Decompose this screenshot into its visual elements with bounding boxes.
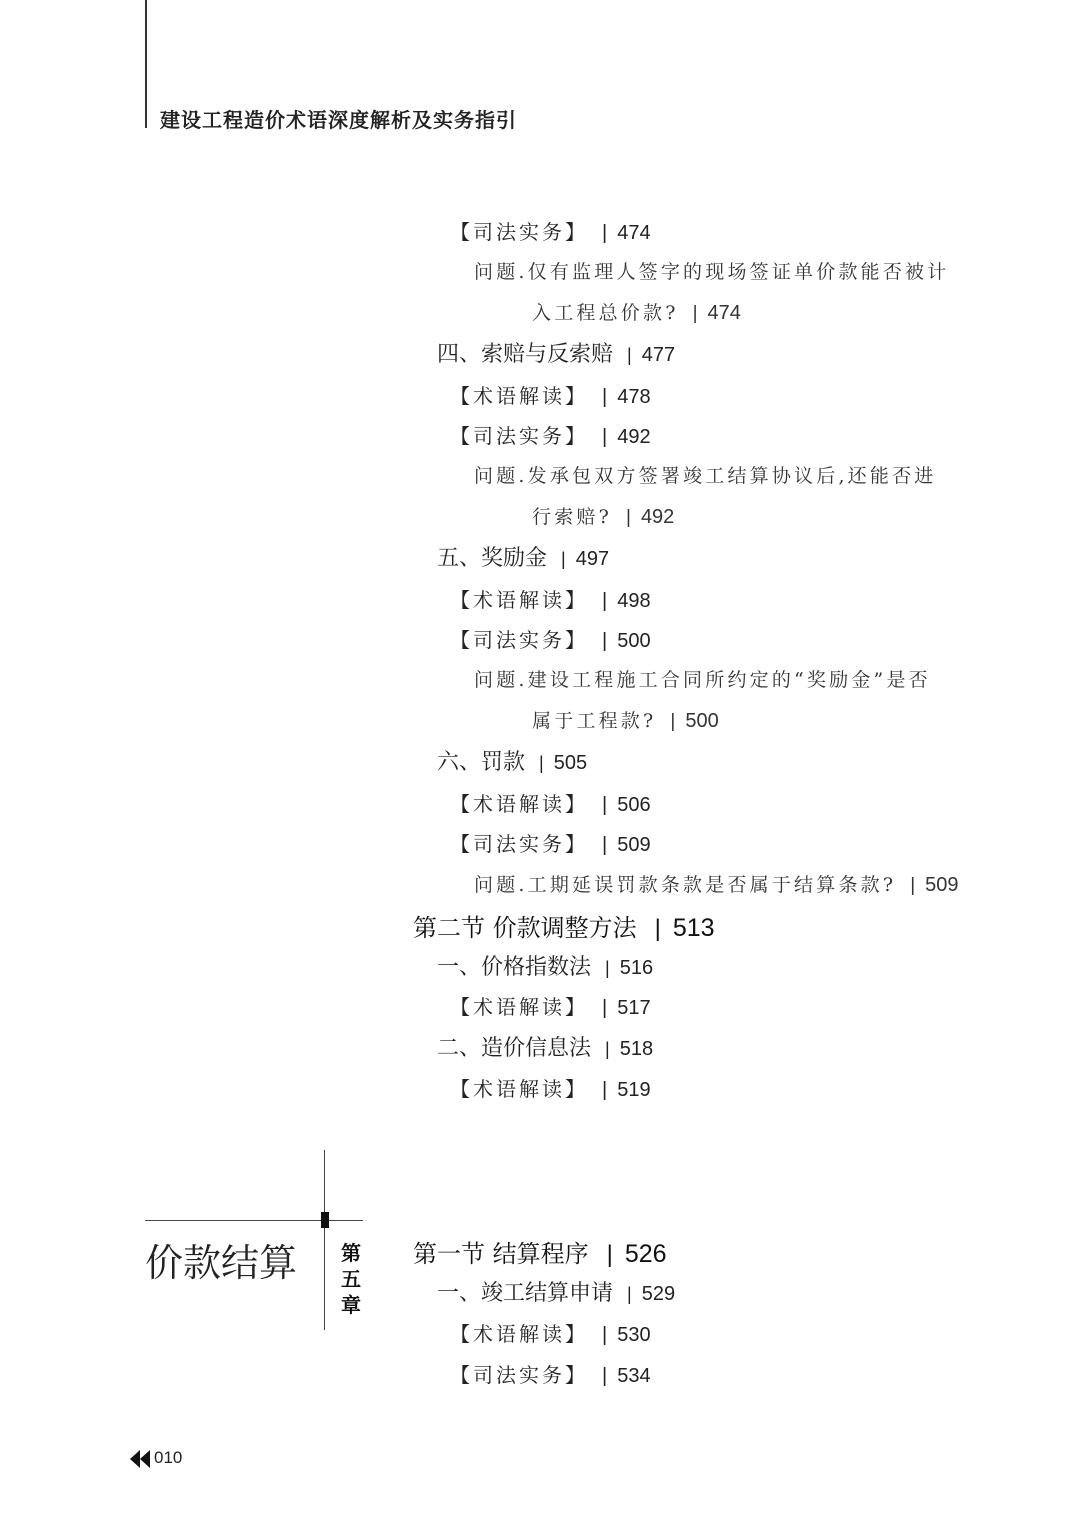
toc-separator: | [602,222,608,244]
chapter-title: 价款结算 [145,1241,298,1285]
chapter-vertical-rule [324,1150,325,1330]
toc-separator: | [606,1241,613,1268]
toc-question[interactable] [474,671,931,690]
toc-label: 一、价格指数法 [437,955,592,980]
toc-subsection[interactable] [437,344,675,366]
toc-page: 497 [575,548,610,570]
toc-separator: | [602,834,608,856]
toc-entry[interactable] [450,794,651,815]
toc-page: 498 [617,590,651,612]
toc-separator: | [602,386,608,408]
toc-label: 【术语解读】 [450,384,588,408]
toc-separator: | [602,997,608,1019]
toc-page: 516 [619,957,654,979]
toc-label: 【司法实务】 [450,1363,588,1387]
toc-separator: | [605,958,610,978]
toc-question[interactable] [474,263,949,282]
toc-entry[interactable] [450,997,651,1018]
toc-label: 【司法实务】 [450,424,588,448]
toc-page: 529 [641,1283,676,1305]
toc-entry[interactable] [450,834,651,855]
toc-separator: | [602,1079,608,1101]
toc-page: 478 [617,386,651,408]
toc-label: 第一节 结算程序 [413,1240,589,1268]
toc-subsection[interactable] [437,548,609,570]
toc-separator: | [602,630,608,652]
toc-page: 509 [617,834,651,856]
toc-question-cont[interactable] [532,711,719,731]
toc-page: 492 [617,426,651,448]
toc-page: 519 [617,1079,651,1101]
toc-separator: | [605,1039,610,1059]
toc-page: 492 [640,506,675,528]
toc-separator: | [910,875,916,896]
chapter-horizontal-rule [145,1220,363,1221]
double-left-arrow-icon[interactable] [130,1450,150,1468]
toc-separator: | [602,426,608,448]
toc-label: 四、索赔与反索赔 [437,342,614,367]
toc-separator: | [627,345,632,365]
toc-entry[interactable] [450,590,651,611]
toc-label: 第二节 价款调整方法 [413,914,637,942]
toc-page: 530 [617,1324,651,1346]
toc-question[interactable] [474,875,959,895]
toc-page: 505 [553,752,588,774]
page-number: 010 [154,1448,183,1467]
toc-separator: | [670,711,676,732]
toc-page: 500 [617,630,651,652]
toc-label: 六、罚款 [437,750,526,775]
chapter-label-char: 第 [341,1241,361,1265]
toc-separator: | [626,507,631,528]
toc-question[interactable] [474,467,936,486]
toc-entry[interactable] [450,630,651,651]
toc-separator: | [692,303,698,324]
toc-label: 【司法实务】 [450,628,588,652]
toc-label: 二、造价信息法 [437,1036,592,1061]
toc-subsection[interactable] [437,752,587,774]
toc-separator: | [602,794,608,816]
toc-question-text: 问题.建设工程施工合同所约定的“奖励金”是否 [474,669,931,691]
toc-separator: | [602,590,608,612]
chapter-marker [321,1212,329,1228]
toc-question-text: 问题.工期延误罚款条款是否属于结算条款? [474,874,897,896]
toc-label: 【司法实务】 [450,832,588,856]
toc-page: 526 [624,1240,667,1268]
toc-label: 【术语解读】 [450,1077,588,1101]
toc-page: 477 [641,344,676,366]
toc-separator: | [627,1284,632,1304]
toc-page: 534 [617,1365,651,1387]
toc-label: 【司法实务】 [450,220,588,244]
toc-page: 474 [707,302,741,324]
toc-subsection[interactable] [437,1283,675,1305]
toc-page: 474 [617,222,651,244]
toc-page: 500 [685,710,719,732]
toc-page: 518 [619,1038,654,1060]
toc-entry[interactable] [450,1365,651,1386]
toc-separator: | [539,753,544,773]
toc-separator: | [561,549,566,569]
toc-separator: | [654,915,661,942]
toc-subsection[interactable] [437,957,653,979]
toc-label: 【术语解读】 [450,1322,588,1346]
toc-question-text: 入工程总价款? [532,302,679,324]
toc-section[interactable] [413,916,715,941]
chapter-label-char: 五 [341,1267,361,1291]
toc-section[interactable] [413,1242,667,1267]
toc-page: 513 [672,914,715,942]
header-rule [145,0,147,128]
toc-entry[interactable] [450,1079,651,1100]
toc-question-cont[interactable] [532,303,741,323]
toc-question-cont[interactable] [532,507,674,527]
toc-separator: | [602,1324,608,1346]
toc-entry[interactable] [450,1324,651,1345]
toc-page: 509 [925,874,959,896]
toc-label: 五、奖励金 [437,546,548,571]
toc-question-text: 属于工程款? [532,710,657,732]
chapter-label [338,1240,364,1318]
toc-label: 【术语解读】 [450,995,588,1019]
toc-entry[interactable] [450,426,651,447]
toc-subsection[interactable] [437,1038,653,1060]
chapter-label-char: 章 [341,1293,361,1317]
toc-question-text: 问题.仅有监理人签字的现场签证单价款能否被计 [474,261,950,283]
toc-page: 506 [617,794,651,816]
toc-entry[interactable] [450,386,651,407]
toc-separator: | [602,1365,608,1387]
toc-label: 【术语解读】 [450,792,588,816]
toc-question-text: 行索赔? [532,506,612,528]
toc-question-text: 问题.发承包双方签署竣工结算协议后,还能否进 [474,465,937,487]
toc-label: 【术语解读】 [450,588,588,612]
toc-entry[interactable] [450,222,651,243]
toc-page: 517 [617,997,651,1019]
toc-label: 一、竣工结算申请 [437,1281,614,1306]
book-title: 建设工程造价术语深度解析及实务指引 [160,108,517,132]
